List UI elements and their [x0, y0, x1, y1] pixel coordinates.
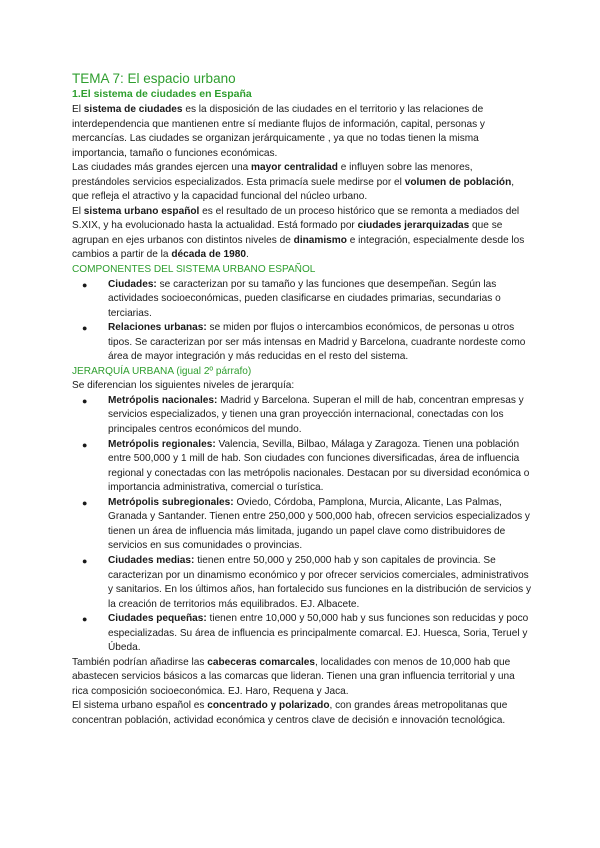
bold-term: sistema de ciudades — [83, 104, 183, 115]
hierarchy-heading: JERARQUÍA URBANA (igual 2º párrafo) — [72, 365, 252, 377]
section-heading: 1.El sistema de ciudades en España — [72, 88, 252, 100]
paragraph-sistema-urbano: El sistema urbano español es el resultado de un proceso histórico que se remonta a mediados del S.XIX, y ha evolucionado hasta la actualidad. Está formado por ciudades jerarquizadas que se agrupan en ejes urbanos con distintos niveles de dinamismo e integración, especialmente desde los cambios a partir de la década de 1980. — [72, 205, 525, 261]
list-item: ● Metrópolis subregionales: Oviedo, Córdoba, Pamplona, Murcia, Alicante, Las Palmas, Granada y Santander. Tienen entre 250,000 y 500,000 hab, ofrecen servicios especializados y tienen un área de influencia más limitada, jugando un papel clave como distribuidores de servicios en sus comunidades o provincias. — [108, 496, 532, 554]
list-item: ● Ciudades pequeñas: tienen entre 10,000 y 50,000 hab y sus funciones son reducidas y poco especializadas. Su área de influencia es principalmente comarcal. EJ. Huesca, Soria, Teruel y Úbeda. — [108, 612, 532, 656]
document-page — [72, 71, 532, 729]
bold-term: ciudades jerarquizadas — [357, 220, 470, 232]
bold-term: sistema urbano español — [83, 205, 200, 217]
paragraph-centralidad: Las ciudades más grandes ejercen una mayor centralidad e influyen sobre las menores, prestándoles servicios especializados. Esta primacía suele medirse por el volumen de población, que refleja el atractivo y la capacidad funcional del núcleo urbano. — [72, 162, 515, 203]
bold-term: Metrópolis regionales: — [108, 438, 216, 450]
bold-term: volumen de población — [404, 176, 512, 188]
list-item: ● Ciudades medias: tienen entre 50,000 y 250,000 hab y son capitales de provincia. Se caracterizan por un dinamismo económico y por ofrecer servicios comerciales, administrativos y sanitarios. En los últimos años, han fortalecido sus funciones en la distribución de servicios y la creación de territorios más equilibrados. EJ. Albacete. — [108, 554, 532, 612]
bold-term: década de 1980 — [171, 249, 246, 261]
bold-term: Relaciones urbanas: — [108, 322, 207, 334]
bold-term: Ciudades pequeñas: — [108, 613, 207, 625]
document-title: TEMA 7: El espacio urbano — [72, 71, 236, 86]
bold-term: cabeceras comarcales — [207, 656, 315, 668]
bold-term: Metrópolis subregionales: — [108, 496, 234, 508]
list-item: ● Metrópolis nacionales: Madrid y Barcelona. Superan el mill de hab, concentran empresas y servicios especializados, y tienen una gran proyección internacional, conectadas con los principales centros económicos del mundo. — [108, 394, 532, 438]
list-item: ● Relaciones urbanas: se miden por flujos o intercambios económicos, de personas u otros tipos. Se caracterizan por ser más intensas en Madrid y Barcelona, cuadrante nordeste como área de mayor integración y más reducidas en el resto del sistema. — [108, 321, 532, 365]
hierarchy-list — [72, 394, 532, 656]
components-heading: COMPONENTES DEL SISTEMA URBANO ESPAÑOL — [72, 264, 316, 276]
bold-term: Ciudades medias: — [108, 554, 195, 566]
paragraph-conclusion: El sistema urbano español es concentrado y polarizado, con grandes áreas metropolitanas que concentran población, actividad económica y centros clave de decisión e innovación tecnológica. — [72, 700, 508, 726]
bold-term: Ciudades: — [108, 278, 157, 290]
paragraph-sistema-ciudades: El sistema de ciudades es la disposición de las ciudades en el territorio y las relaciones de interdependencia que mantienen entre sí mediante flujos de información, capital, personas y mercancías. Las ciudades se organizan jerárquicamente , ya que no todas tienen la misma importancia, tamaño o funciones económicas. — [72, 104, 485, 159]
bold-term: Metrópolis nacionales: — [108, 394, 218, 406]
hierarchy-intro: Se diferencian los siguientes niveles de jerarquía: — [72, 380, 295, 392]
bold-term: mayor centralidad — [251, 162, 338, 174]
list-item: ● Metrópolis regionales: Valencia, Sevilla, Bilbao, Málaga y Zaragoza. Tienen una población entre 500,000 y 1 mill de hab. Son ciudades con funciones diversificadas, área de influencia regional y conectadas con las metrópolis nacionales. Destacan por su diversidad económica o importancia administrativa, comercial o turística. — [108, 438, 532, 496]
bold-term: dinamismo — [293, 234, 347, 246]
paragraph-cabeceras: También podrían añadirse las cabeceras comarcales, localidades con menos de 10,000 hab que abastecen servicios básicos a las comarcas que lideran. Tienen una gran influencia territorial y una rica composición socioeconómica. EJ. Haro, Requena y Jaca. — [72, 656, 515, 697]
bold-term: concentrado y polarizado — [207, 700, 330, 712]
list-item: ● Ciudades: se caracterizan por su tamaño y las funciones que desempeñan. Según las actividades socioeconómicas, pueden clasificarse en ciudades primarias, secundarias o terciarias. — [108, 278, 532, 322]
components-list — [72, 278, 532, 365]
